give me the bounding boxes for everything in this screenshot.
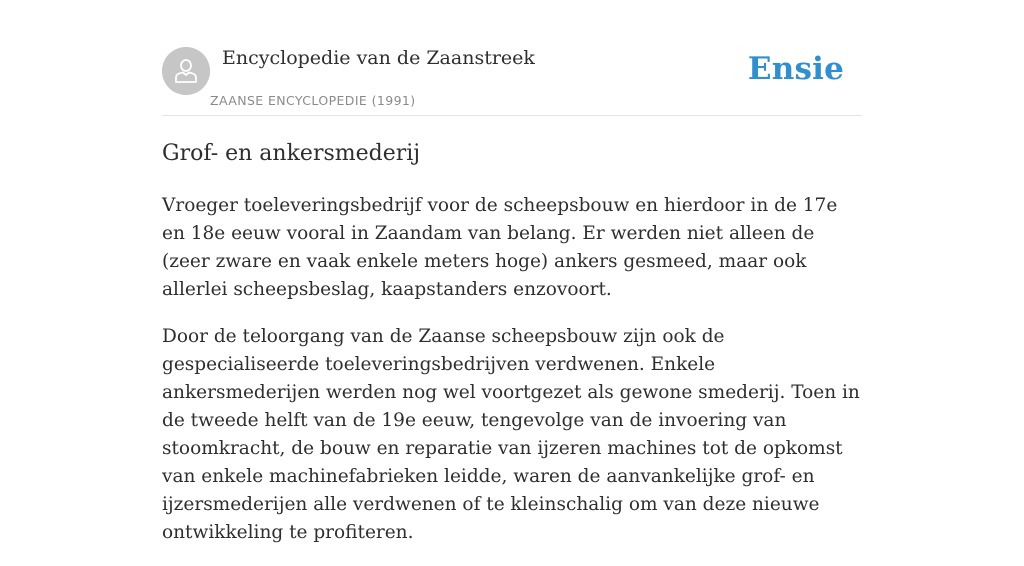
article-body	[162, 192, 862, 566]
article-paragraph: Door de teloorgang van de Zaanse scheepsbouw zijn ook de gespecialiseerde toeleveringsbedrijven verdwenen. Enkele ankersmederijen werden nog wel voortgezet als gewone smederij. Toen in de tweede helft van de 19e eeuw, tengevolge van de invoering van stoomkracht, de bouw en reparatie van ijzeren machines tot de opkomst van enkele machinefabrieken leidde, waren de aanvankelijke grof- en ijzersmederijen alle verdwenen of te kleinschalig om van deze nieuwe ontwikkeling te profiteren.	[162, 326, 860, 543]
user-avatar-icon[interactable]	[162, 47, 210, 95]
article-title: Grof- en ankersmederij	[162, 141, 421, 166]
user-silhouette-icon	[162, 47, 210, 95]
source-subtitle: ZAANSE ENCYCLOPEDIE (1991)	[210, 93, 416, 108]
page-container	[162, 0, 862, 543]
source-title[interactable]: Encyclopedie van de Zaanstreek	[222, 47, 535, 69]
brand-logo[interactable]: Ensie	[747, 51, 844, 87]
source-header	[162, 0, 862, 116]
article-paragraph: Vroeger toeleveringsbedrijf voor de scheepsbouw en hierdoor in de 17e en 18e eeuw vooral in Zaandam van belang. Er werden niet alleen de (zeer zware en vaak enkele meters hoge) ankers gesmeed, maar ook allerlei scheepsbeslag, kaapstanders enzovoort.	[162, 195, 838, 300]
